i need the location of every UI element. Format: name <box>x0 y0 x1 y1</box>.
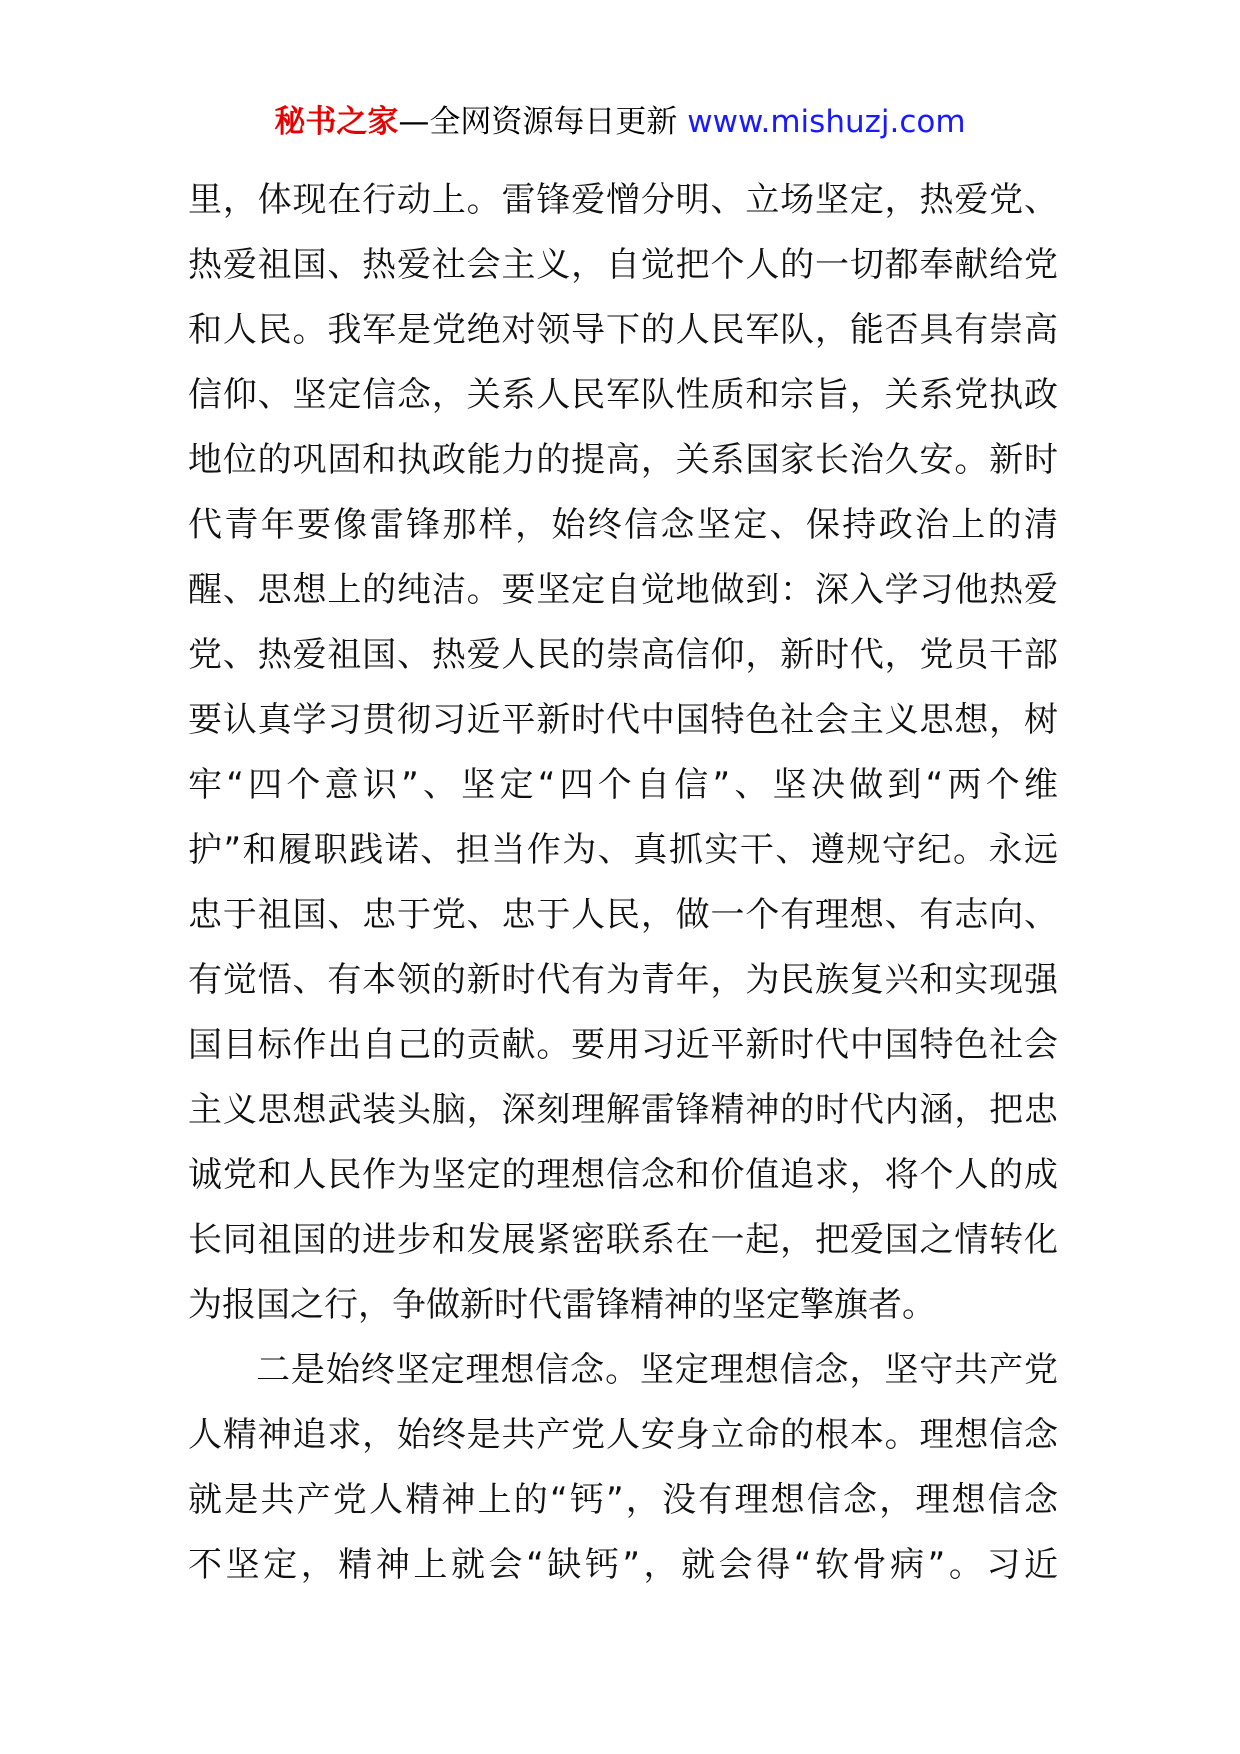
text-line: 代青年要像雷锋那样，始终信念坚定、保持政治上的清 <box>188 505 1058 545</box>
text-line: 不坚定，精神上就会“缺钙”，就会得“软骨病”。习近 <box>188 1545 1058 1585</box>
text-line: 信仰、坚定信念，关系人民军队性质和宗旨，关系党执政 <box>188 375 1058 415</box>
site-url-link[interactable]: www.mishuzj.com <box>687 104 966 140</box>
text-line: 护”和履职践诺、担当作为、真抓实干、遵规守纪。永远 <box>188 830 1058 870</box>
text-line: 主义思想武装头脑，深刻理解雷锋精神的时代内涵，把忠 <box>188 1090 1058 1130</box>
text-line: 地位的巩固和执政能力的提高，关系国家长治久安。新时 <box>188 440 1058 480</box>
text-line: 忠于祖国、忠于党、忠于人民，做一个有理想、有志向、 <box>188 895 1058 935</box>
text-line: 党、热爱祖国、热爱人民的崇高信仰，新时代，党员干部 <box>188 635 1058 675</box>
text-line: 二是始终坚定理想信念。坚定理想信念，坚守共产党 <box>256 1350 1058 1390</box>
document-body <box>188 168 1058 1598</box>
text-line: 热爱祖国、热爱社会主义，自觉把个人的一切都奉献给党 <box>188 245 1058 285</box>
text-line: 醒、思想上的纯洁。要坚定自觉地做到：深入学习他热爱 <box>188 570 1058 610</box>
text-line: 要认真学习贯彻习近平新时代中国特色社会主义思想，树 <box>188 700 1058 740</box>
text-line: 人精神追求，始终是共产党人安身立命的根本。理想信念 <box>188 1415 1058 1455</box>
text-line: 牢“四个意识”、坚定“四个自信”、坚决做到“两个维 <box>188 765 1058 805</box>
page-header <box>0 100 1240 144</box>
site-tagline: —全网资源每日更新 <box>398 104 688 140</box>
text-line: 就是共产党人精神上的“钙”，没有理想信念，理想信念 <box>188 1480 1058 1520</box>
text-line: 长同祖国的进步和发展紧密联系在一起，把爱国之情转化 <box>188 1220 1058 1260</box>
text-line: 和人民。我军是党绝对领导下的人民军队，能否具有崇高 <box>188 310 1058 350</box>
paragraph <box>188 168 1058 1338</box>
text-line: 为报国之行，争做新时代雷锋精神的坚定擎旗者。 <box>188 1285 936 1325</box>
text-line: 有觉悟、有本领的新时代有为青年，为民族复兴和实现强 <box>188 960 1058 1000</box>
text-line: 国目标作出自己的贡献。要用习近平新时代中国特色社会 <box>188 1025 1058 1065</box>
text-line: 诚党和人民作为坚定的理想信念和价值追求，将个人的成 <box>188 1155 1058 1195</box>
paragraph <box>188 1338 1058 1598</box>
text-line: 里，体现在行动上。雷锋爱憎分明、立场坚定，热爱党、 <box>188 180 1058 220</box>
site-brand: 秘书之家 <box>274 104 399 140</box>
